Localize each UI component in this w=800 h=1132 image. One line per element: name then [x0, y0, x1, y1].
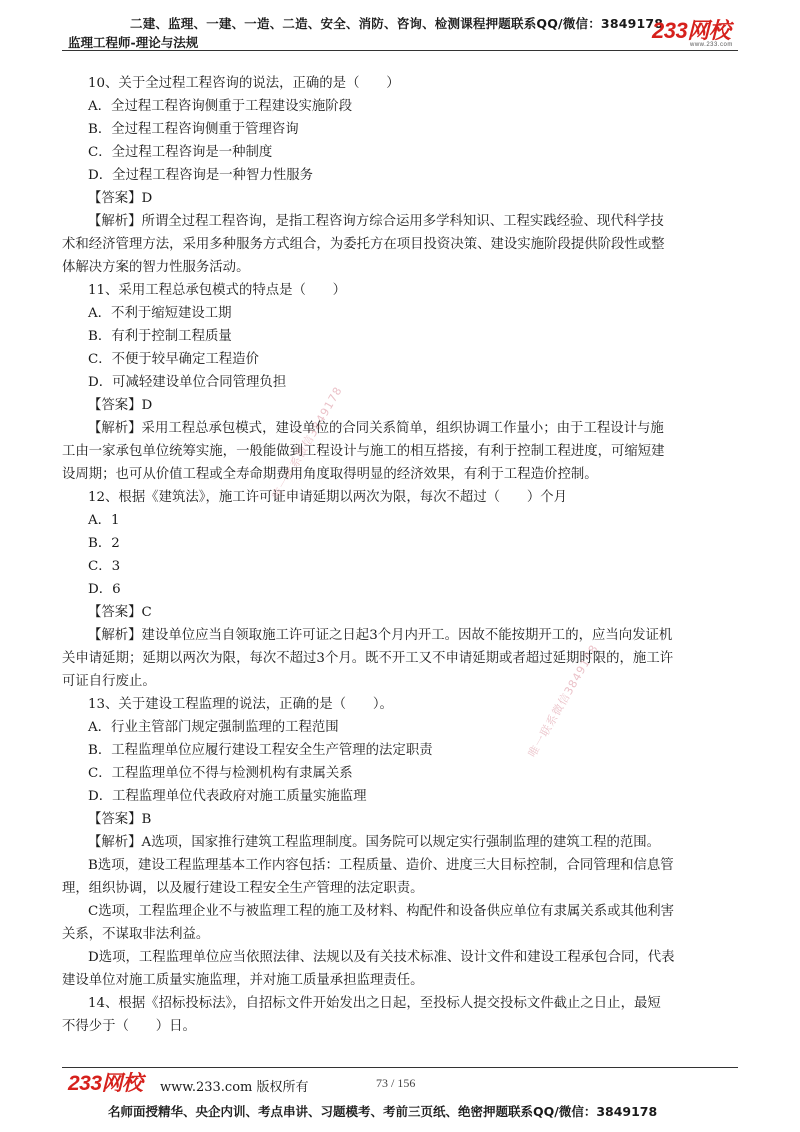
option-line: C．不便于较早确定工程造价 — [88, 352, 259, 367]
analysis-line: 关系，不谋取非法利益。 — [62, 927, 210, 942]
option-line: A．不利于缩短建设工期 — [88, 306, 232, 321]
option-line: B．2 — [88, 536, 120, 551]
answer-line: 【答案】D — [88, 191, 153, 206]
question-stem: 10、关于全过程工程咨询的说法，正确的是（ ） — [88, 76, 400, 91]
analysis-line: 【解析】所谓全过程工程咨询，是指工程咨询方综合运用多学科知识、工程实践经验、现代科学技 — [88, 214, 664, 229]
option-line: D．可减轻建设单位合同管理负担 — [88, 375, 287, 390]
answer-line: 【答案】D — [88, 398, 153, 413]
analysis-line: 建设单位对施工质量实施监理，并对施工质量承担监理责任。 — [62, 973, 424, 988]
footer-logo[interactable]: 233网校 — [68, 1072, 143, 1095]
question-stem: 14、根据《招标投标法》，自招标文件开始发出之日起，至投标人提交投标文件截止之日止，最短 — [88, 996, 661, 1011]
option-line: B．有利于控制工程质量 — [88, 329, 232, 344]
option-line: C．工程监理单位不得与检测机构有隶属关系 — [88, 766, 353, 781]
header-ad-line: 二建、监理、一建、一造、二造、安全、消防、咨询、检测课程押题联系QQ/微信：3849178 — [130, 16, 664, 31]
analysis-line: 可证自行废止。 — [62, 674, 156, 689]
brand-logo-url: www.233.com — [690, 42, 733, 48]
footer-site-link[interactable]: www.233.com 版权所有 — [160, 1080, 309, 1095]
analysis-line: 关申请延期；延期以两次为限，每次不超过3个月。既不开工又不申请延期或者超过延期时限的，施工许 — [62, 651, 674, 666]
analysis-line: 术和经济管理方法，采用多种服务方式组合，为委托方在项目投资决策、建设实施阶段提供阶段性或整 — [62, 237, 665, 252]
footer-ad-line: 名师面授精华、央企内训、考点串讲、习题模考、考前三页纸、绝密押题联系QQ/微信：3849178 — [108, 1104, 658, 1119]
footer-divider — [62, 1067, 738, 1068]
brand-logo[interactable]: 233网校 — [652, 18, 731, 43]
option-line: C．全过程工程咨询是一种制度 — [88, 145, 273, 160]
analysis-line: 设周期；也可从价值工程或全寿命期费用角度取得明显的经济效果，有利于工程造价控制。 — [62, 467, 598, 482]
question-stem: 13、关于建设工程监理的说法，正确的是（ ）。 — [88, 697, 393, 712]
question-stem: 不得少于（ ）日。 — [62, 1019, 196, 1034]
option-line: A．全过程工程咨询侧重于工程建设实施阶段 — [88, 99, 353, 114]
option-line: C．3 — [88, 559, 121, 574]
option-line: D．全过程工程咨询是一种智力性服务 — [88, 168, 313, 183]
page-number: 73 / 156 — [376, 1076, 416, 1090]
option-line: B．全过程工程咨询侧重于管理咨询 — [88, 122, 299, 137]
analysis-line: 【解析】采用工程总承包模式，建设单位的合同关系简单，组织协调工作量小；由于工程设计与施 — [88, 421, 664, 436]
analysis-line: 【解析】建设单位应当自领取施工许可证之日起3个月内开工。因故不能按期开工的，应当向发证机 — [88, 628, 673, 643]
watermark-text: 唯一联系微信3849178 — [269, 384, 345, 502]
analysis-line: 工由一家承包单位统筹实施，一般能做到工程设计与施工的相互搭接，有利于控制工程进度，可缩短建 — [62, 444, 665, 459]
analysis-line: B选项，建设工程监理基本工作内容包括：工程质量、造价、进度三大目标控制，合同管理和信息管 — [88, 858, 674, 873]
analysis-line: 【解析】A选项，国家推行建筑工程监理制度。国务院可以规定实行强制监理的建筑工程的范围。 — [88, 835, 661, 850]
question-stem: 12、根据《建筑法》，施工许可证申请延期以两次为限，每次不超过（ ）个月 — [88, 490, 568, 505]
option-line: D．工程监理单位代表政府对施工质量实施监理 — [88, 789, 367, 804]
option-line: A．1 — [88, 513, 120, 528]
option-line: A．行业主管部门规定强制监理的工程范围 — [88, 720, 339, 735]
answer-line: 【答案】B — [88, 812, 152, 827]
option-line: B．工程监理单位应履行建设工程安全生产管理的法定职责 — [88, 743, 433, 758]
analysis-line: D选项，工程监理单位应当依照法律、法规以及有关技术标准、设计文件和建设工程承包合同，代表 — [88, 950, 675, 965]
analysis-line: 理，组织协调，以及履行建设工程安全生产管理的法定职责。 — [62, 881, 424, 896]
document-subtitle: 监理工程师-理论与法规 — [68, 35, 199, 50]
watermark-text: 唯一联系微信3849178 — [525, 642, 601, 760]
header-divider — [62, 50, 738, 51]
analysis-line: 体解决方案的智力性服务活动。 — [62, 260, 250, 275]
question-stem: 11、采用工程总承包模式的特点是（ ） — [88, 283, 347, 298]
answer-line: 【答案】C — [88, 605, 152, 620]
option-line: D．6 — [88, 582, 121, 597]
analysis-line: C选项，工程监理企业不与被监理工程的施工及材料、构配件和设备供应单位有隶属关系或其他利害 — [88, 904, 675, 919]
